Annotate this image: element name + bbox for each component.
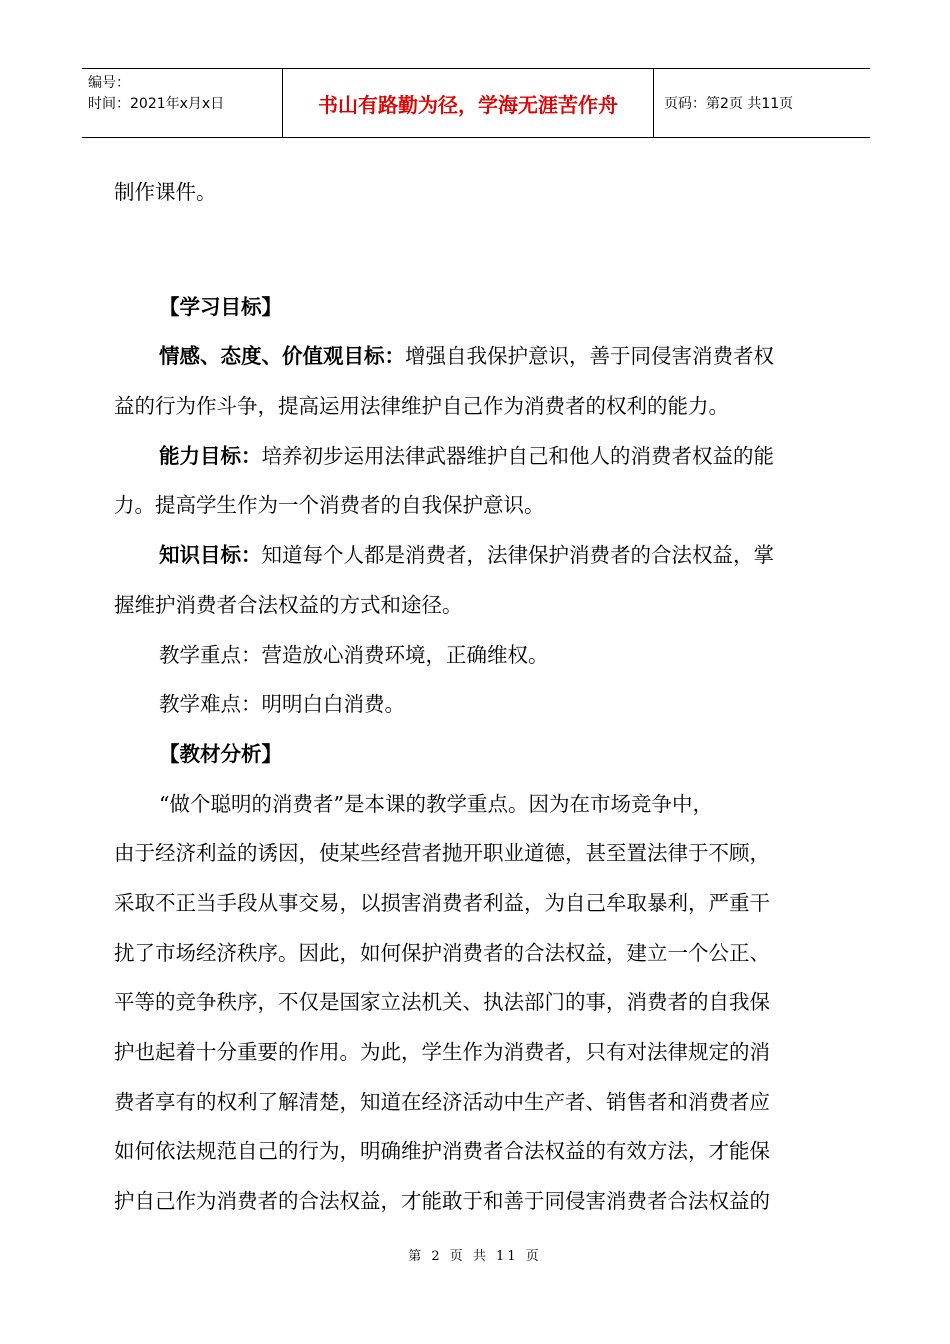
page-header: [82, 68, 870, 138]
paragraph-line: 如何依法规范自己的行为，明确维护消费者合法权益的有效方法，才能保: [114, 1139, 770, 1164]
teaching-difficulty: 教学难点：明明白白消费。: [159, 692, 405, 717]
paragraph-line: 扰了市场经济秩序。因此，如何保护消费者的合法权益，建立一个公正、: [114, 940, 770, 965]
goal-ability: 能力目标：培养初步运用法律武器维护自己和他人的消费者权益的能: [159, 443, 774, 468]
paragraph-line: “做个聪明的消费者”是本课的教学重点。因为在市场竞争中，: [159, 791, 713, 816]
goal-knowledge: 知识目标：知道每个人都是消费者，法律保护消费者的合法权益，掌: [159, 543, 774, 568]
header-meta: [82, 69, 282, 137]
paragraph-line: 益的行为作斗争，提高运用法律维护自己作为消费者的权利的能力。: [114, 394, 729, 419]
document-body: [114, 168, 844, 1227]
paragraph-line: 采取不正当手段从事交易，以损害消费者利益，为自己牟取暴利，严重干: [114, 890, 770, 915]
section-heading-analysis: 【教材分析】: [159, 741, 282, 766]
header-page-info: 页码：第2页 共11页: [664, 96, 794, 112]
section-heading-goals: 【学习目标】: [159, 294, 282, 319]
paragraph-line: 由于经济利益的诱因，使某些经营者抛开职业道德，甚至置法律于不顾，: [114, 841, 770, 866]
goal-label: 能力目标：: [159, 443, 262, 468]
paragraph-line: 握维护消费者合法权益的方式和途径。: [114, 592, 463, 617]
goal-label: 知识目标：: [159, 543, 262, 568]
paragraph-line: 护自己作为消费者的合法权益，才能敢于和善于同侵害消费者合法权益的: [114, 1189, 770, 1214]
paragraph: 制作课件。: [114, 180, 217, 204]
paragraph-line: 平等的竞争秩序，不仅是国家立法机关、执法部门的事，消费者的自我保: [114, 990, 770, 1015]
document-date: 时间：2021年x月x日: [88, 96, 225, 112]
page-footer: 第 2 页 共 11 页: [408, 1249, 542, 1264]
teaching-focus: 教学重点：营造放心消费环境，正确维权。: [159, 642, 549, 667]
paragraph-line: 护也起着十分重要的作用。为此，学生作为消费者，只有对法律规定的消: [114, 1040, 770, 1064]
paragraph-line: 力。提高学生作为一个消费者的自我保护意识。: [114, 493, 545, 518]
goal-label: 情感、态度、价值观目标：: [159, 344, 405, 369]
document-number: 编号：: [88, 75, 130, 91]
goal-emotion: 情感、态度、价值观目标：增强自我保护意识，善于同侵害消费者权: [159, 344, 774, 369]
paragraph-line: 费者享有的权利了解清楚，知道在经济活动中生产者、销售者和消费者应: [114, 1089, 770, 1114]
header-motto: 书山有路勤为径，学海无涯苦作舟: [282, 69, 654, 137]
